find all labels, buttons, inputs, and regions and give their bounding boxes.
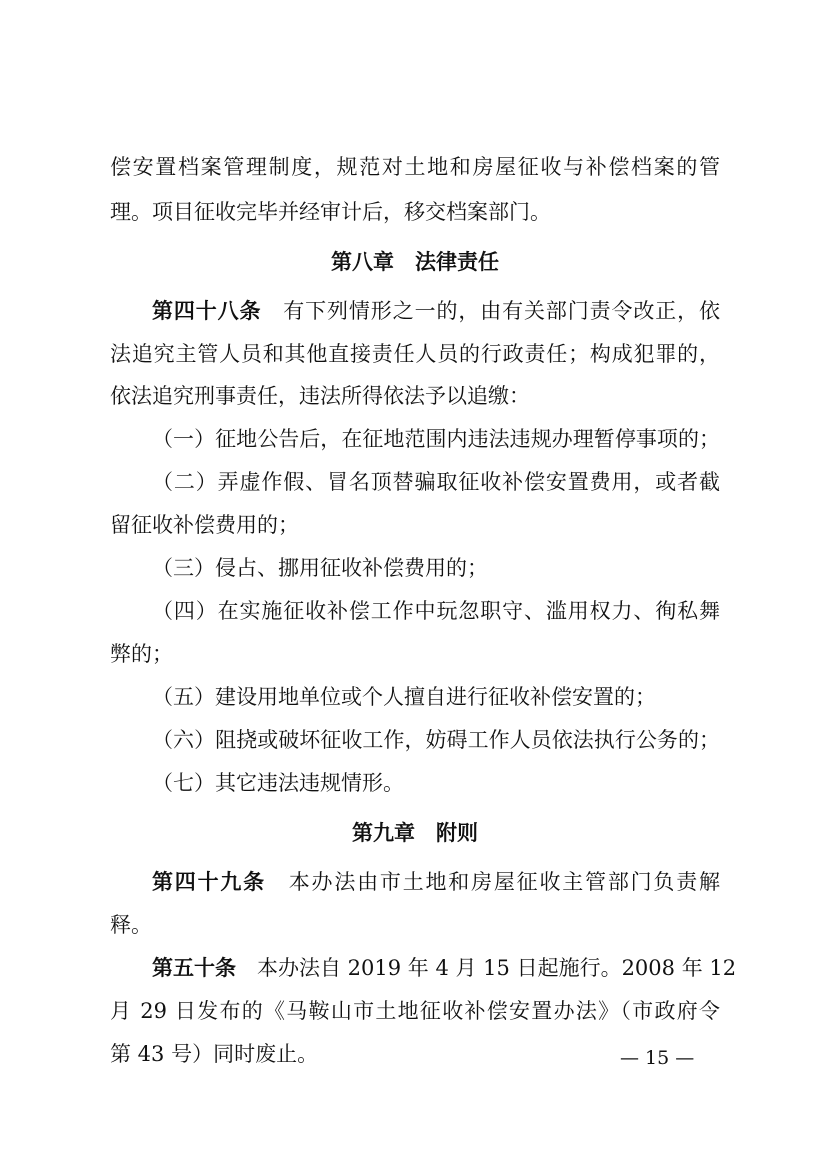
paragraph-continued-line-1: 偿安置档案管理制度，规范对土地和房屋征收与补偿档案的管 (110, 155, 720, 179)
article-48-line-1 (152, 296, 720, 326)
article-50-line-3: 第 43 号）同时废止。 (110, 1042, 319, 1066)
article-48-item-4-line-1: （四）在实施征收补偿工作中玩忽职守、滥用权力、徇私舞 (152, 599, 720, 623)
chapter-8-heading: 第八章 法律责任 (331, 250, 499, 274)
article-49-line-2: 释。 (110, 913, 152, 937)
article-50-label: 第五十条 (152, 956, 236, 980)
article-48-item-6: （六）阻挠或破坏征收工作，妨碍工作人员依法执行公务的； (152, 728, 720, 752)
article-49-label: 第四十九条 (152, 870, 266, 894)
article-48-item-5: （五）建设用地单位或个人擅自进行征收补偿安置的； (152, 685, 656, 709)
paragraph-continued-line-2: 理。项目征收完毕并经审计后，移交档案部门。 (110, 200, 551, 224)
article-50-line-2: 月 29 日发布的《马鞍山市土地征收补偿安置办法》（市政府令 (110, 999, 720, 1023)
chapter-9-heading: 第九章 附则 (352, 821, 478, 845)
article-48-item-2-line-1: （二）弄虚作假、冒名顶替骗取征收补偿安置费用，或者截 (152, 470, 720, 494)
article-48-text: 有下列情形之一的，由有关部门责令改正，依 (261, 299, 721, 323)
article-48-item-4-line-2: 弊的； (110, 642, 173, 666)
article-48-item-7: （七）其它违法违规情形。 (152, 771, 404, 795)
article-48-label: 第四十八条 (152, 299, 262, 323)
article-48-item-1: （一）征地公告后，在征地范围内违法违规办理暂停事项的； (152, 427, 720, 451)
page-number: — 15 — (620, 1047, 695, 1069)
article-49-line-1 (152, 867, 720, 897)
article-48-item-2-line-2: 留征收补偿费用的； (110, 513, 299, 537)
article-49-text: 本办法由市土地和房屋征收主管部门负责解 (265, 870, 721, 894)
article-48-line-3: 依法追究刑事责任，违法所得依法予以追缴： (110, 384, 530, 408)
article-48-item-3: （三）侵占、挪用征收补偿费用的； (152, 556, 488, 580)
article-50-line-1 (152, 953, 737, 983)
article-48-line-2: 法追究主管人员和其他直接责任人员的行政责任；构成犯罪的， (110, 342, 720, 366)
article-50-text: 本办法自 2019 年 4 月 15 日起施行。2008 年 12 (236, 956, 737, 980)
